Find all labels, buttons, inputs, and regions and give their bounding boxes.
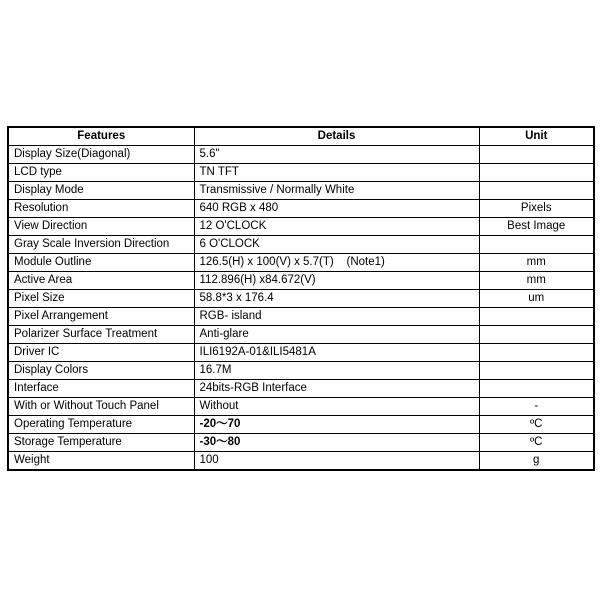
col-header-details: Details: [194, 127, 479, 146]
details-cell: 126.5(H) x 100(V) x 5.7(T) (Note1): [194, 254, 479, 272]
feature-cell: Display Size(Diagonal): [8, 146, 194, 164]
feature-cell: Driver IC: [8, 344, 194, 362]
table-row: [8, 380, 594, 398]
feature-cell: Interface: [8, 380, 194, 398]
table-row: [8, 218, 594, 236]
table-row: [8, 326, 594, 344]
unit-cell: g: [479, 452, 594, 471]
feature-cell: Module Outline: [8, 254, 194, 272]
details-cell: 12 O'CLOCK: [194, 218, 479, 236]
details-cell: -30～80: [194, 434, 479, 452]
unit-cell: um: [479, 290, 594, 308]
spec-table-header: [8, 127, 594, 146]
table-row: [8, 200, 594, 218]
unit-cell: [479, 182, 594, 200]
col-header-unit: Unit: [479, 127, 594, 146]
feature-cell: With or Without Touch Panel: [8, 398, 194, 416]
details-cell: ILI6192A-01&ILI5481A: [194, 344, 479, 362]
table-row: [8, 182, 594, 200]
table-row: [8, 308, 594, 326]
table-row: [8, 362, 594, 380]
unit-cell: -: [479, 398, 594, 416]
table-row: [8, 398, 594, 416]
unit-cell: [479, 380, 594, 398]
unit-cell: [479, 362, 594, 380]
spec-table: [7, 126, 595, 471]
table-row: [8, 290, 594, 308]
details-cell: -20～70: [194, 416, 479, 434]
details-cell: Anti-glare: [194, 326, 479, 344]
details-cell: 640 RGB x 480: [194, 200, 479, 218]
unit-cell: ºC: [479, 434, 594, 452]
table-row: [8, 164, 594, 182]
details-cell: 112.896(H) x84.672(V): [194, 272, 479, 290]
feature-cell: View Direction: [8, 218, 194, 236]
feature-cell: Active Area: [8, 272, 194, 290]
spec-table-body: [8, 146, 594, 471]
details-cell: 16.7M: [194, 362, 479, 380]
table-row: [8, 146, 594, 164]
unit-cell: mm: [479, 272, 594, 290]
details-cell: RGB- island: [194, 308, 479, 326]
details-cell: 58.8*3 x 176.4: [194, 290, 479, 308]
table-row: [8, 344, 594, 362]
feature-cell: Pixel Arrangement: [8, 308, 194, 326]
details-cell: Without: [194, 398, 479, 416]
feature-cell: Gray Scale Inversion Direction: [8, 236, 194, 254]
details-cell: Transmissive / Normally White: [194, 182, 479, 200]
unit-cell: mm: [479, 254, 594, 272]
unit-cell: [479, 146, 594, 164]
feature-cell: LCD type: [8, 164, 194, 182]
unit-cell: ºC: [479, 416, 594, 434]
feature-cell: Resolution: [8, 200, 194, 218]
feature-cell: Display Colors: [8, 362, 194, 380]
details-cell: TN TFT: [194, 164, 479, 182]
table-row: [8, 254, 594, 272]
feature-cell: Pixel Size: [8, 290, 194, 308]
details-cell: 5.6": [194, 146, 479, 164]
details-cell: 100: [194, 452, 479, 471]
table-row: [8, 434, 594, 452]
feature-cell: Operating Temperature: [8, 416, 194, 434]
table-row: [8, 236, 594, 254]
details-cell: 6 O'CLOCK: [194, 236, 479, 254]
unit-cell: [479, 326, 594, 344]
details-cell: 24bits-RGB Interface: [194, 380, 479, 398]
feature-cell: Display Mode: [8, 182, 194, 200]
unit-cell: [479, 164, 594, 182]
feature-cell: Storage Temperature: [8, 434, 194, 452]
table-row: [8, 272, 594, 290]
col-header-features: Features: [8, 127, 194, 146]
unit-cell: [479, 236, 594, 254]
feature-cell: Weight: [8, 452, 194, 471]
feature-cell: Polarizer Surface Treatment: [8, 326, 194, 344]
unit-cell: Best Image: [479, 218, 594, 236]
unit-cell: [479, 308, 594, 326]
header-row: [8, 127, 594, 146]
unit-cell: [479, 344, 594, 362]
table-row: [8, 416, 594, 434]
unit-cell: Pixels: [479, 200, 594, 218]
table-row: [8, 452, 594, 471]
